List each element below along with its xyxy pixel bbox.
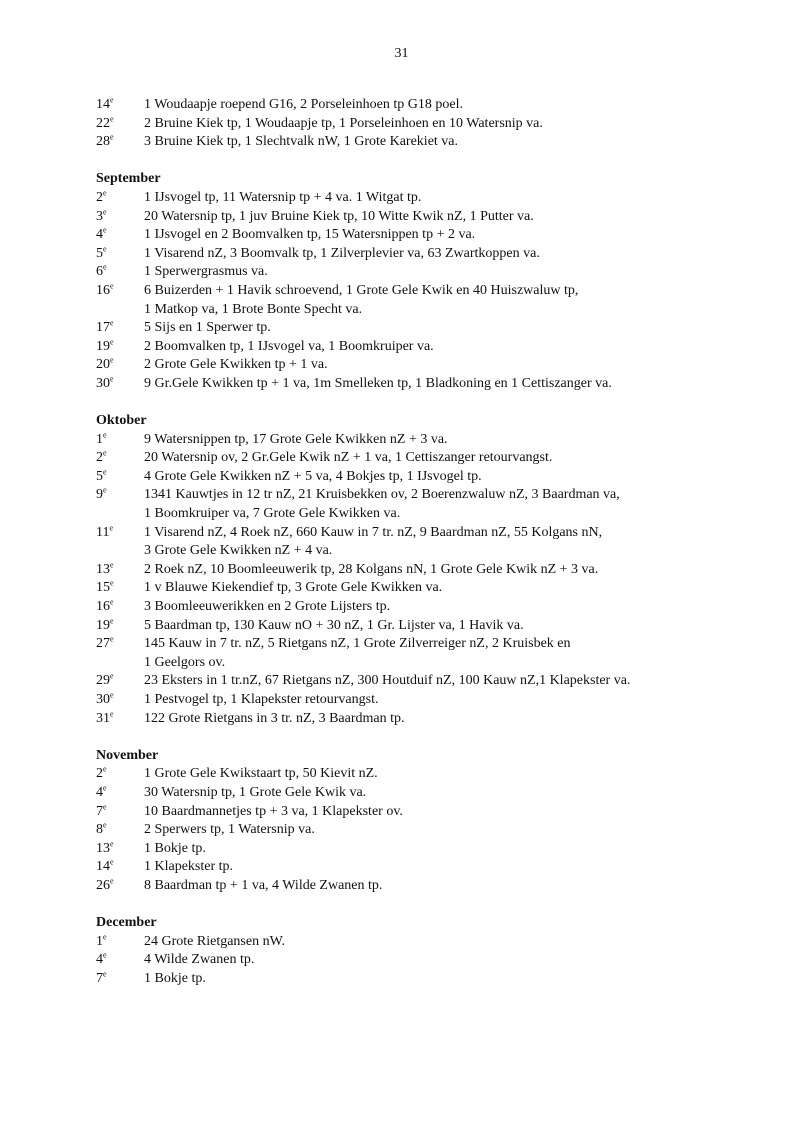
month-section bbox=[96, 412, 776, 728]
entry-date bbox=[96, 765, 144, 784]
entry-date bbox=[96, 710, 144, 729]
entry-text: 2 Bruine Kiek tp, 1 Woudaapje tp, 1 Porseleinhoen en 10 Watersnip va. bbox=[144, 115, 543, 131]
entry-date bbox=[96, 598, 144, 617]
day-suffix: e bbox=[110, 355, 114, 365]
entry-date bbox=[96, 245, 144, 264]
log-entry bbox=[96, 579, 776, 598]
intro-entries bbox=[96, 96, 776, 152]
day-suffix: e bbox=[103, 801, 107, 811]
log-entry bbox=[96, 189, 776, 208]
entry-text: 3 Bruine Kiek tp, 1 Slechtvalk nW, 1 Grote Karekiet va. bbox=[144, 134, 459, 150]
entry-day-number: 2 bbox=[96, 766, 103, 782]
day-suffix: e bbox=[109, 523, 114, 532]
entry-day-number: 9 bbox=[96, 487, 103, 503]
entry-date bbox=[96, 375, 144, 394]
log-entry bbox=[96, 821, 776, 840]
log-entry bbox=[96, 951, 776, 970]
day-suffix: e bbox=[103, 262, 107, 272]
entry-date bbox=[96, 840, 144, 859]
log-entry bbox=[96, 672, 776, 691]
day-suffix: e bbox=[110, 318, 114, 328]
entry-day-number: 2 bbox=[96, 450, 103, 466]
day-suffix: e bbox=[103, 206, 107, 216]
entry-day-number: 19 bbox=[96, 338, 110, 354]
month-heading: November bbox=[96, 747, 159, 763]
entry-day-number: 16 bbox=[96, 282, 110, 298]
day-suffix: e bbox=[103, 188, 107, 198]
log-entry bbox=[96, 561, 776, 580]
log-entry bbox=[96, 970, 776, 989]
day-suffix: e bbox=[110, 281, 114, 291]
entry-text: 1 Bokje tp. bbox=[144, 840, 206, 856]
entry-text: 2 Grote Gele Kwikken tp + 1 va. bbox=[144, 357, 328, 373]
entry-date bbox=[96, 877, 144, 896]
day-suffix: e bbox=[110, 95, 114, 105]
log-entry bbox=[96, 691, 776, 710]
entry-day-number: 7 bbox=[96, 970, 103, 986]
entry-day-number: 30 bbox=[96, 692, 110, 707]
entry-date bbox=[96, 561, 144, 580]
month-heading: Oktober bbox=[96, 413, 147, 429]
entry-text: 1 Visarend nZ, 3 Boomvalk tp, 1 Zilverplevier va, 63 Zwartkoppen va. bbox=[144, 245, 540, 261]
log-entry bbox=[96, 635, 776, 672]
entry-text: 5 Sijs en 1 Sperwer tp. bbox=[144, 320, 271, 336]
log-entry bbox=[96, 208, 776, 227]
day-suffix: e bbox=[103, 969, 107, 979]
month-section bbox=[96, 747, 776, 896]
entry-text: 9 Watersnippen tp, 17 Grote Gele Kwikken nZ + 3 va. bbox=[144, 431, 448, 447]
entry-date bbox=[96, 133, 144, 152]
entry-day-number: 31 bbox=[96, 710, 110, 726]
log-entry bbox=[96, 784, 776, 803]
entry-text: 24 Grote Rietgansen nW. bbox=[144, 933, 286, 949]
log-entry bbox=[96, 468, 776, 487]
entry-day-number: 3 bbox=[96, 208, 103, 224]
entry-date bbox=[96, 524, 144, 561]
entry-day-number: 11 bbox=[96, 524, 110, 540]
entry-text: 1 Woudaapje roepend G16, 2 Porseleinhoen tp G18 poel. bbox=[144, 97, 463, 112]
day-suffix: e bbox=[103, 430, 107, 440]
log-entry bbox=[96, 263, 776, 282]
day-suffix: e bbox=[110, 597, 114, 607]
page-number: 31 bbox=[394, 46, 409, 61]
entry-date bbox=[96, 803, 144, 822]
entry-text: 1 Pestvogel tp, 1 Klapekster retourvangst. bbox=[144, 692, 379, 707]
day-suffix: e bbox=[103, 485, 107, 495]
entry-date bbox=[96, 431, 144, 450]
day-suffix: e bbox=[110, 560, 114, 570]
day-suffix: e bbox=[103, 448, 107, 458]
entry-text: 1341 Kauwtjes in 12 tr nZ, 21 Kruisbekken ov, 2 Boerenzwaluw nZ, 3 Baardman va, 1 Boomkruiper va, 7 Grote Gele Kwikken va. bbox=[144, 487, 620, 522]
entry-date bbox=[96, 970, 144, 989]
log-entry bbox=[96, 282, 776, 319]
day-suffix: e bbox=[110, 634, 114, 644]
entry-date bbox=[96, 617, 144, 636]
day-suffix: e bbox=[103, 783, 107, 793]
entry-day-number: 2 bbox=[96, 189, 103, 205]
log-entry bbox=[96, 710, 776, 729]
entry-text: 145 Kauw in 7 tr. nZ, 5 Rietgans nZ, 1 Grote Zilverreiger nZ, 2 Kruisbek en 1 Geelgors ov. bbox=[144, 636, 571, 670]
log-entry bbox=[96, 319, 776, 338]
entry-text: 20 Watersnip ov, 2 Gr.Gele Kwik nZ + 1 va, 1 Cettiszanger retourvangst. bbox=[144, 450, 553, 466]
entry-text: 3 Boomleeuwerikken en 2 Grote Lijsters tp. bbox=[144, 599, 391, 615]
month-heading: December bbox=[96, 915, 157, 931]
log-entry bbox=[96, 598, 776, 617]
entry-date bbox=[96, 486, 144, 523]
entry-text: 6 Buizerden + 1 Havik schroevend, 1 Grote Gele Kwik en 40 Huiszwaluw tp, 1 Matkop va, 1 Brote Bonte Specht va. bbox=[144, 282, 579, 317]
entry-text: 5 Baardman tp, 130 Kauw nO + 30 nZ, 1 Gr. Lijster va, 1 Havik va. bbox=[144, 617, 524, 633]
entry-day-number: 30 bbox=[96, 375, 110, 391]
entry-date bbox=[96, 691, 144, 710]
entry-date bbox=[96, 319, 144, 338]
log-entry bbox=[96, 133, 776, 152]
entry-day-number: 22 bbox=[96, 115, 110, 131]
entry-text: 1 v Blauwe Kiekendief tp, 3 Grote Gele Kwikken va. bbox=[144, 580, 443, 596]
entry-day-number: 4 bbox=[96, 952, 103, 968]
day-suffix: e bbox=[110, 337, 114, 347]
entry-date bbox=[96, 263, 144, 282]
day-suffix: e bbox=[110, 839, 114, 849]
log-entry bbox=[96, 486, 776, 523]
entry-text: 122 Grote Rietgans in 3 tr. nZ, 3 Baardman tp. bbox=[144, 710, 405, 726]
entry-day-number: 1 bbox=[96, 933, 103, 949]
month-section bbox=[96, 170, 776, 393]
entry-text: 1 Klapekster tp. bbox=[144, 859, 234, 875]
day-suffix: e bbox=[103, 467, 107, 477]
entry-date bbox=[96, 672, 144, 691]
day-suffix: e bbox=[103, 225, 107, 235]
day-suffix: e bbox=[110, 132, 114, 142]
day-suffix: e bbox=[110, 578, 114, 588]
day-suffix: e bbox=[110, 671, 114, 681]
day-suffix: e bbox=[103, 764, 107, 774]
log-entry bbox=[96, 858, 776, 877]
entry-date bbox=[96, 933, 144, 952]
log-entry bbox=[96, 245, 776, 264]
entry-date bbox=[96, 356, 144, 375]
entry-day-number: 28 bbox=[96, 134, 110, 150]
entry-day-number: 14 bbox=[96, 859, 110, 875]
observation-log bbox=[96, 96, 776, 989]
entry-date bbox=[96, 635, 144, 672]
day-suffix: e bbox=[103, 932, 107, 942]
entry-date bbox=[96, 115, 144, 134]
entry-text: 30 Watersnip tp, 1 Grote Gele Kwik va. bbox=[144, 784, 367, 800]
log-entry bbox=[96, 375, 776, 394]
entry-day-number: 4 bbox=[96, 784, 103, 800]
entry-date bbox=[96, 208, 144, 227]
day-suffix: e bbox=[103, 950, 107, 960]
log-entry bbox=[96, 356, 776, 375]
entry-day-number: 8 bbox=[96, 822, 103, 838]
entry-date bbox=[96, 96, 144, 115]
entry-date bbox=[96, 338, 144, 357]
entry-day-number: 29 bbox=[96, 673, 110, 689]
entry-date bbox=[96, 226, 144, 245]
entry-day-number: 13 bbox=[96, 561, 110, 577]
entry-day-number: 14 bbox=[96, 97, 110, 112]
entry-text: 1 Sperwergrasmus va. bbox=[144, 264, 268, 280]
log-entry bbox=[96, 338, 776, 357]
day-suffix: e bbox=[110, 690, 114, 700]
day-suffix: e bbox=[103, 820, 107, 830]
day-suffix: e bbox=[110, 876, 114, 886]
entry-text: 2 Sperwers tp, 1 Watersnip va. bbox=[144, 822, 315, 838]
entry-date bbox=[96, 821, 144, 840]
entry-text: 23 Eksters in 1 tr.nZ, 67 Rietgans nZ, 300 Houtduif nZ, 100 Kauw nZ,1 Klapekster va. bbox=[144, 673, 631, 689]
entry-date bbox=[96, 784, 144, 803]
month-sections bbox=[96, 170, 776, 988]
log-entry bbox=[96, 524, 776, 561]
day-suffix: e bbox=[103, 244, 107, 254]
day-suffix: e bbox=[110, 615, 114, 625]
entry-date bbox=[96, 468, 144, 487]
entry-day-number: 19 bbox=[96, 617, 110, 633]
day-suffix: e bbox=[110, 857, 114, 867]
entry-day-number: 7 bbox=[96, 803, 103, 819]
entry-day-number: 20 bbox=[96, 357, 110, 373]
entry-text: 1 Grote Gele Kwikstaart tp, 50 Kievit nZ. bbox=[144, 766, 378, 782]
entry-day-number: 5 bbox=[96, 245, 103, 261]
log-entry bbox=[96, 877, 776, 896]
log-entry bbox=[96, 765, 776, 784]
entry-text: 4 Wilde Zwanen tp. bbox=[144, 952, 255, 968]
entry-date bbox=[96, 449, 144, 468]
log-entry bbox=[96, 449, 776, 468]
entry-day-number: 6 bbox=[96, 264, 103, 280]
entry-text: 2 Boomvalken tp, 1 IJsvogel va, 1 Boomkruiper va. bbox=[144, 338, 434, 354]
entry-day-number: 1 bbox=[96, 431, 103, 447]
log-entry bbox=[96, 431, 776, 450]
log-entry bbox=[96, 226, 776, 245]
day-suffix: e bbox=[110, 113, 114, 123]
log-entry bbox=[96, 115, 776, 134]
month-section bbox=[96, 914, 776, 988]
entry-text: 4 Grote Gele Kwikken nZ + 5 va, 4 Bokjes tp, 1 IJsvogel tp. bbox=[144, 468, 482, 484]
entry-day-number: 17 bbox=[96, 320, 110, 336]
entry-day-number: 16 bbox=[96, 599, 110, 615]
entry-day-number: 5 bbox=[96, 468, 103, 484]
entry-text: 1 IJsvogel en 2 Boomvalken tp, 15 Watersnippen tp + 2 va. bbox=[144, 227, 476, 243]
entry-day-number: 4 bbox=[96, 227, 103, 243]
entry-date bbox=[96, 858, 144, 877]
entry-text: 10 Baardmannetjes tp + 3 va, 1 Klapekster ov. bbox=[144, 803, 403, 819]
entry-day-number: 15 bbox=[96, 580, 110, 596]
log-entry bbox=[96, 617, 776, 636]
day-suffix: e bbox=[110, 708, 114, 718]
entry-day-number: 26 bbox=[96, 877, 110, 893]
entry-day-number: 27 bbox=[96, 636, 110, 652]
log-entry bbox=[96, 96, 776, 115]
entry-date bbox=[96, 951, 144, 970]
log-entry bbox=[96, 840, 776, 859]
log-entry bbox=[96, 803, 776, 822]
entry-text: 1 IJsvogel tp, 11 Watersnip tp + 4 va. 1 Witgat tp. bbox=[144, 189, 422, 205]
entry-text: 2 Roek nZ, 10 Boomleeuwerik tp, 28 Kolgans nN, 1 Grote Gele Kwik nZ + 3 va. bbox=[144, 561, 599, 577]
entry-text: 20 Watersnip tp, 1 juv Bruine Kiek tp, 10 Witte Kwik nZ, 1 Putter va. bbox=[144, 208, 534, 224]
month-heading: September bbox=[96, 171, 161, 187]
entry-text: 9 Gr.Gele Kwikken tp + 1 va, 1m Smelleken tp, 1 Bladkoning en 1 Cettiszanger va. bbox=[144, 375, 612, 391]
log-entry bbox=[96, 933, 776, 952]
entry-text: 8 Baardman tp + 1 va, 4 Wilde Zwanen tp. bbox=[144, 877, 383, 893]
entry-text: 1 Bokje tp. bbox=[144, 970, 206, 986]
day-suffix: e bbox=[110, 374, 114, 384]
entry-day-number: 13 bbox=[96, 840, 110, 856]
entry-text: 1 Visarend nZ, 4 Roek nZ, 660 Kauw in 7 tr. nZ, 9 Baardman nZ, 55 Kolgans nN, 3 Grote Gele Kwikken nZ + 4 va. bbox=[144, 524, 603, 559]
entry-date bbox=[96, 282, 144, 319]
entry-date bbox=[96, 579, 144, 598]
entry-date bbox=[96, 189, 144, 208]
